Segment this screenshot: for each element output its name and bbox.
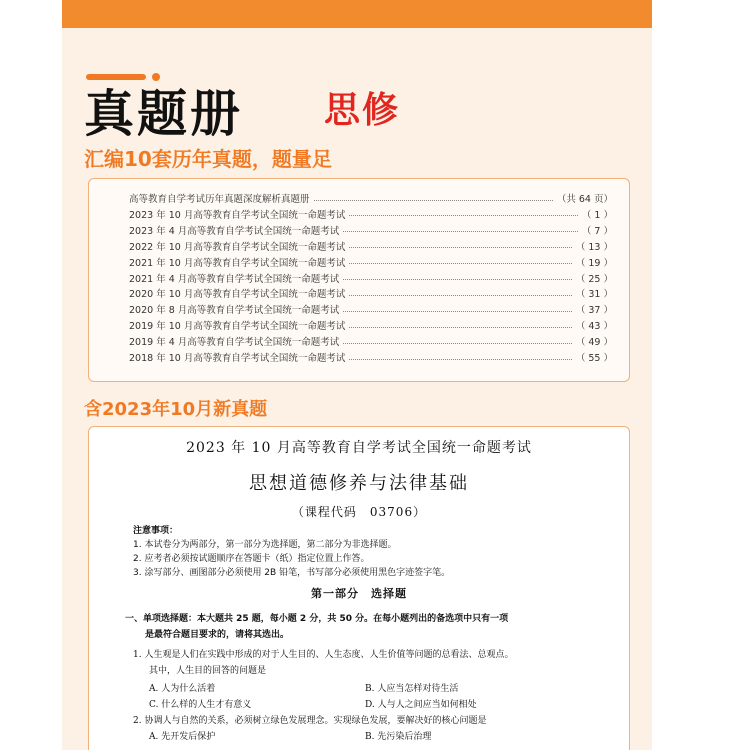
- notes-title: 注意事项：: [133, 526, 179, 536]
- exam-header-line: 2023 年 10 月高等教育自学考试全国统一命题考试: [186, 440, 532, 456]
- toc-entry-title: 2023 年 4 月高等教育自学考试全国统一命题考试: [129, 225, 340, 237]
- question-1-option-c: C. 什么样的人生才有意义: [149, 700, 252, 710]
- question-2-text: 2. 协调人与自然的关系，必须树立绿色发展理念。实现绿色发展，要解决好的核心问题是: [133, 716, 487, 726]
- question-1-text: 其中，人生目的回答的问题是: [149, 666, 267, 676]
- subject-label: 思修: [324, 90, 401, 131]
- question-1-text: 1. 人生观是人们在实践中形成的对于人生目的、人生态度、人生价值等问题的总看法、总观点。: [133, 650, 514, 660]
- toc-dot-leader: [343, 231, 578, 232]
- toc-row: [129, 349, 613, 365]
- toc-dot-leader: [349, 327, 572, 328]
- toc-dot-leader: [349, 359, 572, 360]
- section-title: 第一部分 选择题: [311, 587, 407, 600]
- toc-dot-leader: [343, 311, 572, 312]
- toc-dot-leader: [349, 295, 572, 296]
- toc-row: [129, 190, 613, 206]
- toc-entry-title: 2023 年 10 月高等教育自学考试全国统一命题考试: [129, 209, 346, 221]
- top-color-bar: [62, 0, 652, 28]
- toc-row: [129, 238, 613, 254]
- toc-page-number: （ 37 ）: [575, 305, 613, 317]
- table-of-contents: [88, 178, 630, 382]
- toc-page-number: （ 31 ）: [575, 289, 613, 301]
- page-title: 真题册: [84, 85, 243, 143]
- toc-entry-title: 高等教育自学考试历年真题深度解析真题册: [129, 194, 310, 205]
- toc-page-number: （ 13 ）: [575, 241, 613, 253]
- note-line: 3. 涂写部分、画图部分必须使用 2B 铅笔，书写部分必须使用黑色字迹签字笔。: [133, 568, 451, 578]
- toc-page-number: （ 49 ）: [575, 337, 613, 349]
- question-2-option-b: B. 先污染后治理: [365, 732, 432, 742]
- toc-page-number: （ 19 ）: [575, 257, 613, 269]
- toc-page-number: （ 7 ）: [581, 225, 613, 237]
- tagline: 汇编10套历年真题，题量足: [84, 147, 332, 171]
- toc-page-number: （共 64 页）: [556, 194, 613, 205]
- toc-dot-leader: [349, 247, 572, 248]
- toc-page-number: （ 55 ）: [575, 353, 613, 364]
- toc-page-number: （ 25 ）: [575, 273, 613, 285]
- question-instructions: 是最符合题目要求的，请将其选出。: [145, 630, 290, 640]
- toc-row: [129, 285, 613, 301]
- toc-entry-title: 2020 年 10 月高等教育自学考试全国统一命题考试: [129, 289, 346, 301]
- note-line: 1. 本试卷分为两部分，第一部分为选择题，第二部分为非选择题。: [133, 540, 397, 550]
- toc-row: [129, 270, 613, 286]
- toc-dot-leader: [343, 343, 572, 344]
- toc-entry-title: 2019 年 4 月高等教育自学考试全国统一命题考试: [129, 337, 340, 349]
- note-line: 2. 应考者必须按试题顺序在答题卡（纸）指定位置上作答。: [133, 554, 370, 564]
- toc-dot-leader: [349, 215, 578, 216]
- toc-page-number: （ 43 ）: [575, 321, 613, 333]
- toc-entry-title: 2021 年 10 月高等教育自学考试全国统一命题考试: [129, 257, 346, 269]
- question-1-option-b: B. 人应当怎样对待生活: [365, 684, 459, 694]
- new-exam-tagline: 含2023年10月新真题: [84, 399, 268, 420]
- toc-row: [129, 254, 613, 270]
- decorative-line: [86, 74, 146, 80]
- question-1-option-a: A. 人为什么活着: [149, 684, 216, 694]
- course-title: 思想道德修养与法律基础: [249, 473, 469, 494]
- toc-entry-title: 2018 年 10 月高等教育自学考试全国统一命题考试: [129, 353, 346, 364]
- toc-dot-leader: [314, 200, 553, 201]
- question-1-option-d: D. 人与人之间应当如何相处: [365, 700, 477, 710]
- toc-row: [129, 206, 613, 222]
- toc-entry-title: 2020 年 8 月高等教育自学考试全国统一命题考试: [129, 305, 340, 317]
- book-page: [62, 0, 652, 750]
- toc-row: [129, 222, 613, 238]
- question-instructions: 一、单项选择题：本大题共 25 题，每小题 2 分，共 50 分。在每小题列出的备选项中只有一项: [125, 614, 509, 624]
- question-2-option-a: A. 先开发后保护: [149, 732, 216, 742]
- toc-dot-leader: [349, 263, 572, 264]
- toc-row: [129, 333, 613, 349]
- toc-page-number: （ 1 ）: [581, 209, 613, 221]
- exam-preview: [88, 426, 630, 750]
- toc-entry-title: 2019 年 10 月高等教育自学考试全国统一命题考试: [129, 321, 346, 333]
- toc-dot-leader: [343, 279, 572, 280]
- toc-entry-title: 2021 年 4 月高等教育自学考试全国统一命题考试: [129, 273, 340, 285]
- toc-row: [129, 317, 613, 333]
- toc-row: [129, 301, 613, 317]
- toc-entry-title: 2022 年 10 月高等教育自学考试全国统一命题考试: [129, 241, 346, 253]
- decorative-dot: [152, 73, 160, 81]
- course-code: （课程代码 03706）: [291, 505, 427, 519]
